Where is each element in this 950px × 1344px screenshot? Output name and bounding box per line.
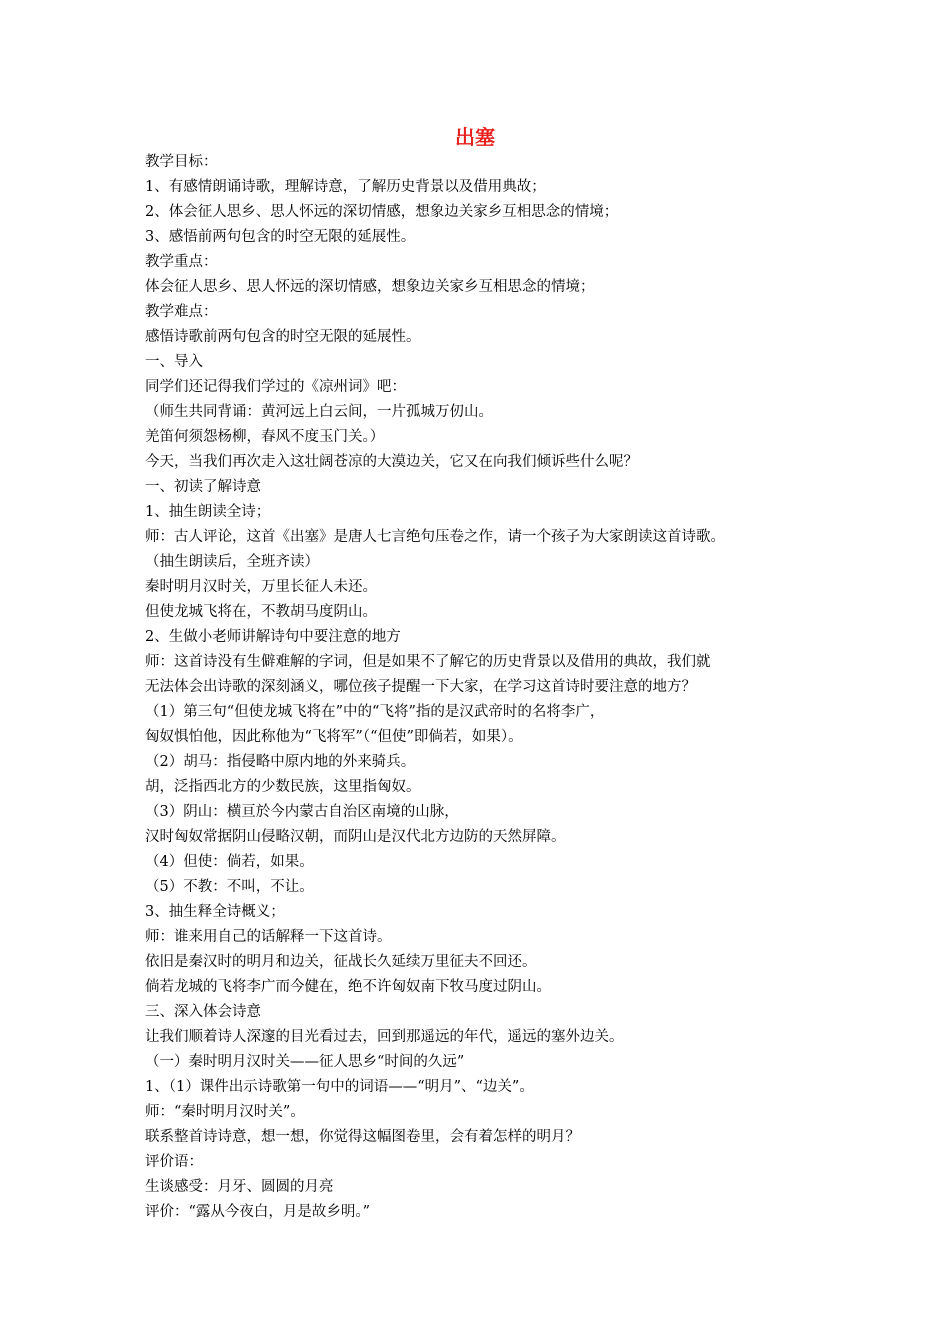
paragraph-line: 2、体会征人思乡、思人怀远的深切情感，想象边关家乡互相思念的情境； <box>145 204 619 220</box>
paragraph-line: 胡，泛指西北方的少数民族，这里指匈奴。 <box>145 779 421 795</box>
paragraph-line: 评价语： <box>145 1154 203 1170</box>
paragraph-line: 1、抽生朗读全诗； <box>145 504 271 520</box>
paragraph-line: 师：“秦时明月汉时关”。 <box>145 1104 305 1120</box>
paragraph-line: 3、抽生释全诗概义； <box>145 904 285 920</box>
paragraph-line: （4）但使：倘若，如果。 <box>145 854 314 870</box>
paragraph-line: 评价：“露从今夜白，月是故乡明。” <box>145 1204 371 1220</box>
paragraph-line: 羌笛何须怨杨柳，春风不度玉门关。） <box>145 429 385 445</box>
paragraph-line: 教学目标： <box>145 154 218 170</box>
paragraph-line: 教学难点： <box>145 304 218 320</box>
paragraph-line: 1、有感情朗诵诗歌，理解诗意，了解历史背景以及借用典故； <box>145 179 546 195</box>
paragraph-line: 三、深入体会诗意 <box>145 1004 261 1020</box>
paragraph-line: 今天，当我们再次走入这壮阔苍凉的大漠边关，它又在向我们倾诉些什么呢？ <box>145 454 638 470</box>
paragraph-line: （一）秦时明月汉时关——征人思乡“时间的久远” <box>145 1054 465 1070</box>
document-title: 出塞 <box>455 125 495 149</box>
paragraph-line: 依旧是秦汉时的明月和边关，征战长久延续万里征夫不回还。 <box>145 954 537 970</box>
paragraph-line: 体会征人思乡、思人怀远的深切情感，想象边关家乡互相思念的情境； <box>145 279 595 295</box>
paragraph-line: （1）第三句“但使龙城飞将在”中的“飞将”指的是汉武帝时的名将李广， <box>145 704 605 720</box>
paragraph-line: 秦时明月汉时关，万里长征人未还。 <box>145 579 377 595</box>
paragraph-line: 师：谁来用自己的话解释一下这首诗。 <box>145 929 392 945</box>
paragraph-line: 2、生做小老师讲解诗句中要注意的地方 <box>145 629 401 645</box>
paragraph-line: 一、导入 <box>145 354 203 370</box>
paragraph-line: （抽生朗读后，全班齐读） <box>145 554 319 570</box>
paragraph-line: 倘若龙城的飞将李广而今健在，绝不许匈奴南下牧马度过阴山。 <box>145 979 551 995</box>
paragraph-line: 汉时匈奴常据阴山侵略汉朝，而阴山是汉代北方边防的天然屏障。 <box>145 829 566 845</box>
paragraph-line: 教学重点： <box>145 254 218 270</box>
paragraph-line: 无法体会出诗歌的深刻涵义，哪位孩子提醒一下大家，在学习这首诗时要注意的地方？ <box>145 679 696 695</box>
paragraph-line: 师：这首诗没有生僻难解的字词，但是如果不了解它的历史背景以及借用的典故，我们就 <box>145 654 711 670</box>
document-body <box>145 150 825 1225</box>
paragraph-line: 1、（1）课件出示诗歌第一句中的词语——“明月”、“边关”。 <box>145 1079 534 1095</box>
paragraph-line: （3）阴山：横亘於今内蒙古自治区南境的山脉， <box>145 804 459 820</box>
paragraph-line: 让我们顺着诗人深邃的目光看过去，回到那遥远的年代，遥远的塞外边关。 <box>145 1029 624 1045</box>
paragraph-line: （师生共同背诵：黄河远上白云间，一片孤城万仞山。 <box>145 404 493 420</box>
paragraph-line: （2）胡马：指侵略中原内地的外来骑兵。 <box>145 754 416 770</box>
paragraph-line: 3、感悟前两句包含的时空无限的延展性。 <box>145 229 416 245</box>
paragraph-line: 同学们还记得我们学过的《凉州词》吧： <box>145 379 406 395</box>
paragraph-line: 感悟诗歌前两句包含的时空无限的延展性。 <box>145 329 421 345</box>
paragraph-line: （5）不教：不叫，不让。 <box>145 879 314 895</box>
paragraph-line: 生谈感受：月牙、圆圆的月亮 <box>145 1179 334 1195</box>
paragraph-line: 联系整首诗诗意，想一想，你觉得这幅图卷里，会有着怎样的明月？ <box>145 1129 580 1145</box>
paragraph-line: 匈奴惧怕他，因此称他为“飞将军”（“但使”即倘若，如果）。 <box>145 729 523 745</box>
paragraph-line: 但使龙城飞将在，不教胡马度阴山。 <box>145 604 377 620</box>
paragraph-line: 一、初读了解诗意 <box>145 479 261 495</box>
paragraph-line: 师：古人评论，这首《出塞》是唐人七言绝句压卷之作，请一个孩子为大家朗读这首诗歌。 <box>145 529 725 545</box>
